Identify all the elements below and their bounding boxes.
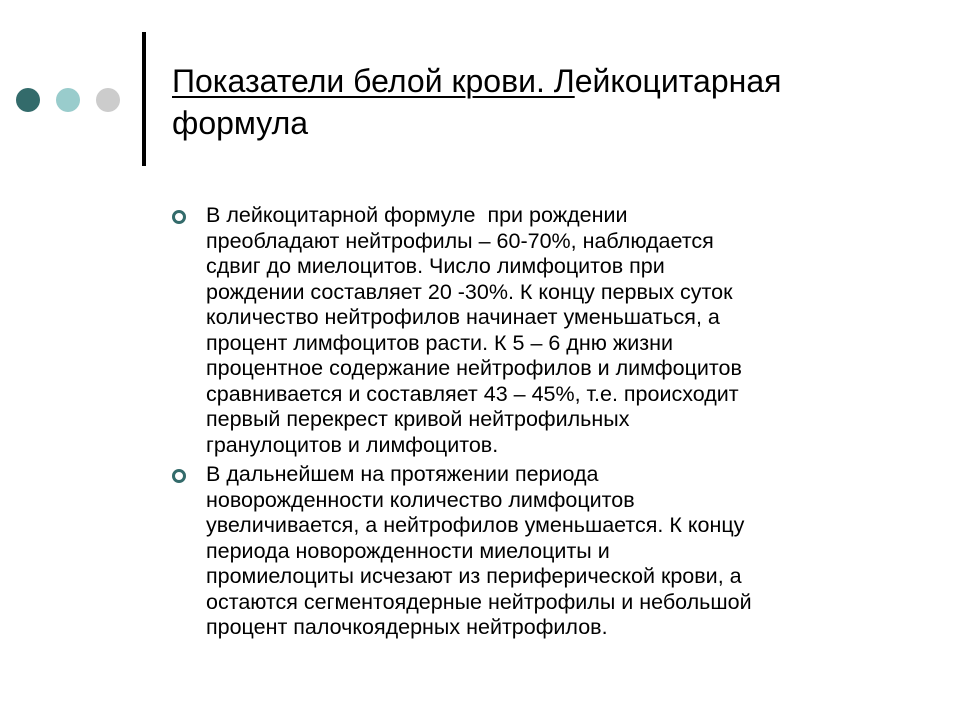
text-line: количество нейтрофилов начинает уменьшаться, а — [206, 305, 720, 329]
vertical-divider — [142, 32, 146, 166]
bullet-item-1 — [170, 203, 900, 458]
decorative-dots — [16, 88, 120, 112]
text-line: процентное содержание нейтрофилов и лимфоцитов — [206, 356, 742, 380]
text-line: сравнивается и составляет 43 – 45%, т.е. происходит — [206, 381, 739, 406]
dot-light-gray-icon — [96, 88, 120, 112]
text-line: периода новорожденности миелоциты и — [206, 538, 610, 563]
text-line: В лейкоцитарной формуле при рождении — [206, 203, 628, 227]
hollow-circle-bullet-icon — [172, 210, 186, 224]
text-line: остаются сегментоядерные нейтрофилы и небольшой — [206, 589, 752, 614]
hollow-circle-bullet-icon — [172, 469, 186, 483]
slide-title-rest: ейкоцитарная — [574, 63, 782, 99]
text-line: В дальнейшем на протяжении периода — [206, 462, 599, 486]
text-line: процент лимфоцитов расти. К 5 – 6 дню жизни — [206, 330, 673, 355]
dot-dark-teal-icon — [16, 88, 40, 112]
text-line: преобладают нейтрофилы – 60-70%, наблюдается — [206, 228, 714, 253]
slide-title-line2: формула — [172, 105, 309, 141]
slide-title — [172, 60, 912, 144]
text-line: новорожденности количество лимфоцитов — [206, 487, 635, 512]
text-line: процент палочкоядерных нейтрофилов. — [206, 615, 608, 639]
text-line: увеличивается, а нейтрофилов уменьшается. К концу — [206, 513, 745, 537]
text-line: гранулоцитов и лимфоцитов. — [206, 432, 499, 457]
text-line: рождении составляет 20 -30%. К концу первых суток — [206, 279, 733, 304]
slide-title-underlined: Показатели белой крови. Л — [172, 63, 575, 99]
text-line: промиелоциты исчезают из периферической крови, а — [206, 564, 742, 588]
text-line: первый перекрест кривой нейтрофильных — [206, 407, 630, 431]
dot-light-teal-icon — [56, 88, 80, 112]
bullet-item-2 — [170, 462, 900, 641]
text-line: сдвиг до миелоцитов. Число лимфоцитов при — [206, 254, 665, 278]
bullet-list — [170, 203, 900, 645]
